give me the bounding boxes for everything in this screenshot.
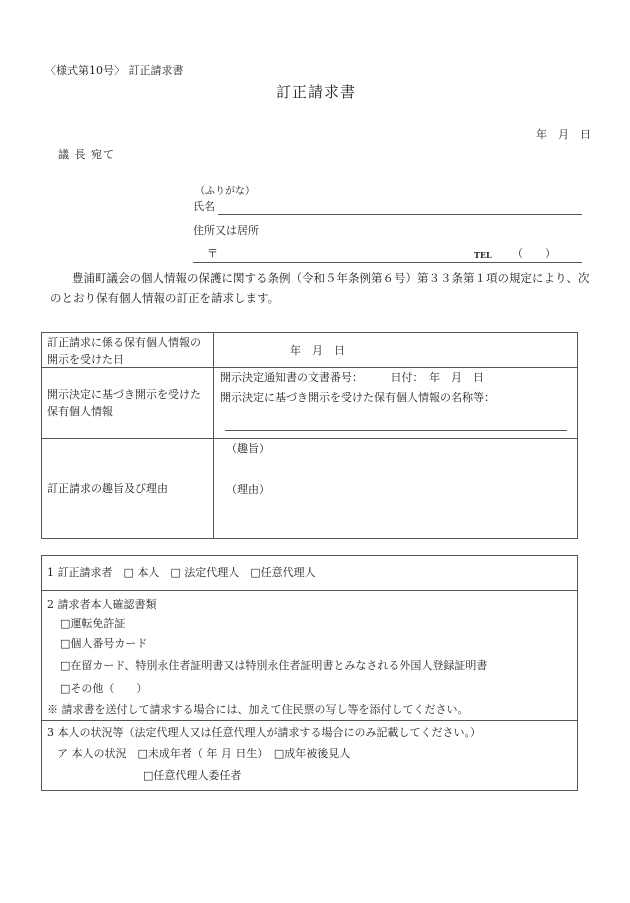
id-doc-drivers-license: □運転免許証 <box>60 617 126 630</box>
tel-label: TEL <box>474 250 492 260</box>
date-line: 年 月 日 <box>536 128 591 141</box>
principal-status-line: ア 本人の状況 □未成年者（ 年 月 日生） □成年被後見人 <box>57 747 351 760</box>
id-doc-other: □その他（ ） <box>60 682 148 695</box>
disclosure-date-label: 訂正請求に係る保有個人情報の開示を受けた日 <box>47 336 201 366</box>
id-doc-my-number-card: □個人番号カード <box>60 637 148 650</box>
intro-paragraph: 豊浦町議会の個人情報の保護に関する条例（令和５年条例第６号）第３３条第１項の規定により、次のとおり保有個人情報の訂正を請求します。 <box>50 271 590 305</box>
table1-row-sep-2 <box>41 438 578 439</box>
disclosure-date-value: 年 月 日 <box>290 344 345 357</box>
reason-label: （理由） <box>226 483 270 496</box>
id-documents-heading: 2 請求者本人確認書類 <box>47 598 157 611</box>
form-number: 〈様式第10号〉 訂正請求書 <box>45 64 184 77</box>
id-doc-residence-card: □在留カード、特別永住者証明書又は特別永住者証明書とみなされる外国人登録証明書 <box>60 659 488 672</box>
name-underline <box>218 214 582 215</box>
table2-row-sep-1 <box>41 590 578 591</box>
table2-row-sep-2 <box>41 720 578 721</box>
disclosed-info-label: 開示決定に基づき開示を受けた保有個人情報 <box>47 388 201 418</box>
correction-reason-label: 訂正請求の趣旨及び理由 <box>47 482 168 495</box>
tel-paren: （ ） <box>512 247 556 260</box>
requester-type-row: 1 訂正請求者 □ 本人 □ 法定代理人 □任意代理人 <box>47 566 316 579</box>
address-label: 住所又は居所 <box>193 224 259 237</box>
table1-divider <box>213 332 214 539</box>
addressee: 議 長 宛て <box>58 148 115 161</box>
address-underline <box>193 262 582 263</box>
gist-label: （趣旨） <box>226 442 270 455</box>
postal-mark: 〒 <box>207 247 218 260</box>
name-label: 氏名 <box>193 200 215 213</box>
furigana-label: （ふりがな） <box>195 186 255 197</box>
voluntary-guardian-delegator: □任意代理人委任者 <box>143 769 242 782</box>
id-doc-note: ※ 請求書を送付して請求する場合には、加えて住民票の写し等を添付してください。 <box>47 703 469 716</box>
disclosed-info-name-line: 開示決定に基づき開示を受けた保有個人情報の名称等： <box>220 391 495 404</box>
disclosed-info-underline <box>225 430 567 431</box>
document-title: 訂正請求書 <box>276 83 357 101</box>
principal-status-heading: 3 本人の状況等（法定代理人又は任意代理人が請求する場合にのみ記載してください。） <box>47 726 481 739</box>
notice-number-line: 開示決定通知書の文書番号： 日付： 年 月 日 <box>220 371 484 384</box>
